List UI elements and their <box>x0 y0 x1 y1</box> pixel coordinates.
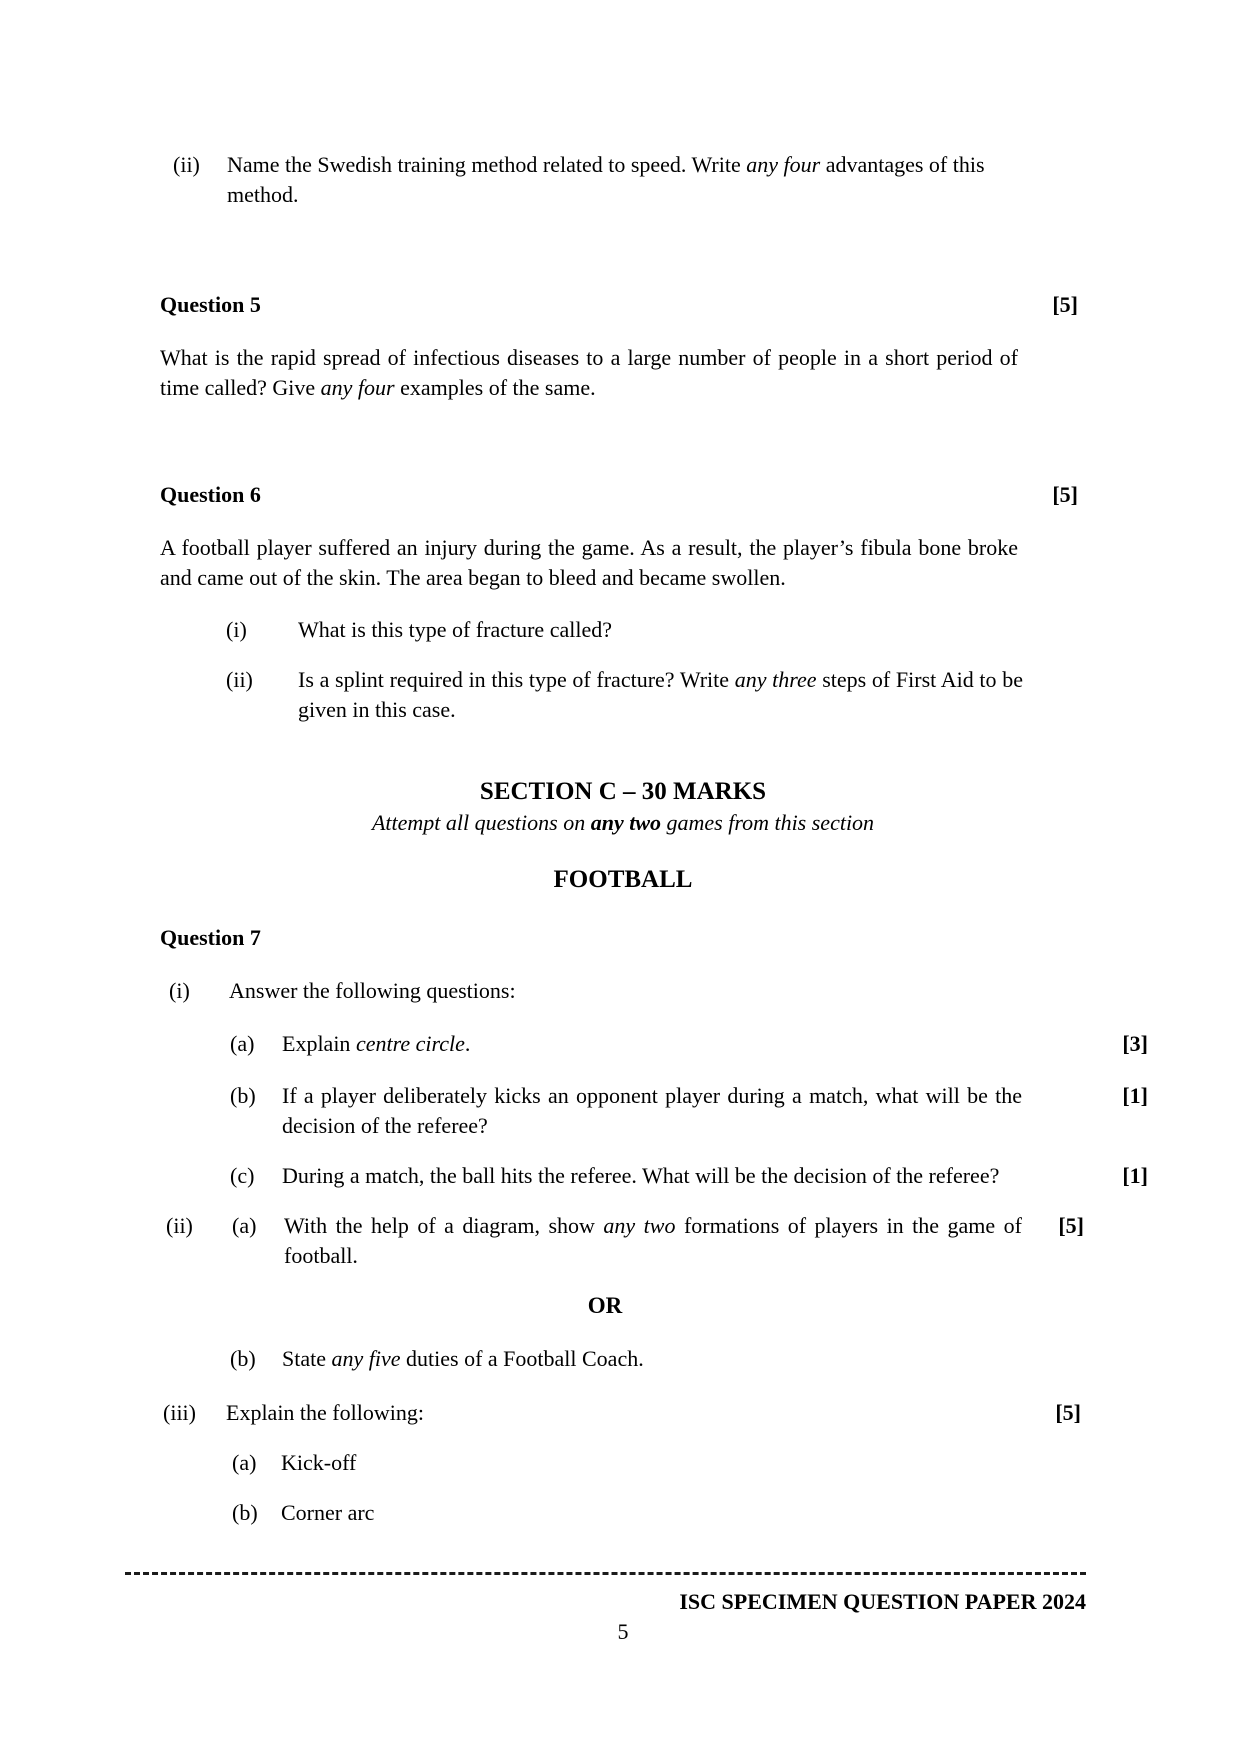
question-5-heading-row <box>160 290 1078 320</box>
section-c-instruction: Attempt all questions on any two games from this section <box>371 810 875 835</box>
item-marks: [1] <box>1122 1163 1148 1188</box>
item-marker: (a) <box>230 1031 255 1056</box>
item-marker: (a) <box>232 1450 257 1475</box>
item-marker: (ii) <box>173 152 200 177</box>
item-text: Explain centre circle. <box>282 1031 471 1056</box>
section-c-title: SECTION C – 30 MARKS <box>479 778 767 805</box>
item-text: Explain the following: <box>226 1400 424 1425</box>
question-6-marks: [5] <box>1052 482 1078 507</box>
item-submarker: (a) <box>232 1213 257 1238</box>
item-text: Is a splint required in this type of fracture? Write any three steps of First Aid to be given in this case. <box>298 667 1023 722</box>
item-marks: [5] <box>1055 1400 1081 1425</box>
item-marker: (iii) <box>163 1400 196 1425</box>
footer-credit: ISC SPECIMEN QUESTION PAPER 2024 <box>679 1589 1086 1614</box>
question-5-body: What is the rapid spread of infectious diseases to a large number of people in a short period of time called? Give any four examples of the same. <box>160 345 1018 400</box>
item-text: If a player deliberately kicks an opponent player during a match, what will be the decision of the referee? <box>282 1083 1022 1138</box>
question-7-i-item-c <box>160 1161 1148 1191</box>
item-marker: (b) <box>230 1346 256 1371</box>
football-title: FOOTBALL <box>553 866 693 893</box>
item-marker: (i) <box>226 617 247 642</box>
item-text: Kick-off <box>281 1450 357 1475</box>
item-marker: (b) <box>230 1083 256 1108</box>
item-text: State any five duties of a Football Coach. <box>282 1346 644 1371</box>
footer-divider <box>125 1572 1086 1575</box>
question-7-heading-row <box>160 923 1078 953</box>
item-text: What is this type of fracture called? <box>298 617 612 642</box>
item-marker: (b) <box>232 1500 258 1525</box>
question-5-marks: [5] <box>1052 292 1078 317</box>
item-text: Corner arc <box>281 1500 375 1525</box>
item-text: During a match, the ball hits the referee. What will be the decision of the referee? <box>282 1163 1000 1188</box>
question-4-part-ii <box>160 150 1091 210</box>
item-text: With the help of a diagram, show any two formations of players in the game of football. <box>284 1213 1022 1268</box>
item-marks: [1] <box>1122 1083 1148 1108</box>
item-text: Name the Swedish training method related to speed. Write any four advantages of this method. <box>227 152 985 207</box>
question-7-part-ii-item-a <box>160 1211 1084 1271</box>
question-7-i-item-b <box>160 1081 1148 1141</box>
item-marker: (ii) <box>166 1213 193 1238</box>
question-6-heading-row <box>160 480 1078 510</box>
item-text: Answer the following questions: <box>229 978 516 1003</box>
question-6-body: A football player suffered an injury during the game. As a result, the player’s fibula bone broke and came out of the skin. The area began to bleed and became swollen. <box>160 535 1018 590</box>
or-separator: OR <box>587 1293 623 1318</box>
question-7-heading: Question 7 <box>160 925 261 950</box>
item-marker: (c) <box>230 1163 255 1188</box>
question-7-part-iii <box>160 1398 1081 1428</box>
item-marks: [5] <box>1058 1213 1084 1238</box>
question-7-iii-item-b <box>160 1498 1150 1528</box>
question-7-part-ii-item-b <box>160 1344 1148 1374</box>
question-5-heading: Question 5 <box>160 292 261 317</box>
item-marker: (i) <box>169 978 190 1003</box>
question-6-heading: Question 6 <box>160 482 261 507</box>
question-6-item-ii <box>160 665 1144 725</box>
question-7-i-item-a <box>160 1029 1148 1059</box>
question-6-item-i <box>160 615 1144 645</box>
question-7-iii-item-a <box>160 1448 1150 1478</box>
item-marks: [3] <box>1122 1031 1148 1056</box>
question-7-part-i <box>160 976 1087 1006</box>
item-marker: (ii) <box>226 667 253 692</box>
page-number: 5 <box>617 1619 629 1644</box>
